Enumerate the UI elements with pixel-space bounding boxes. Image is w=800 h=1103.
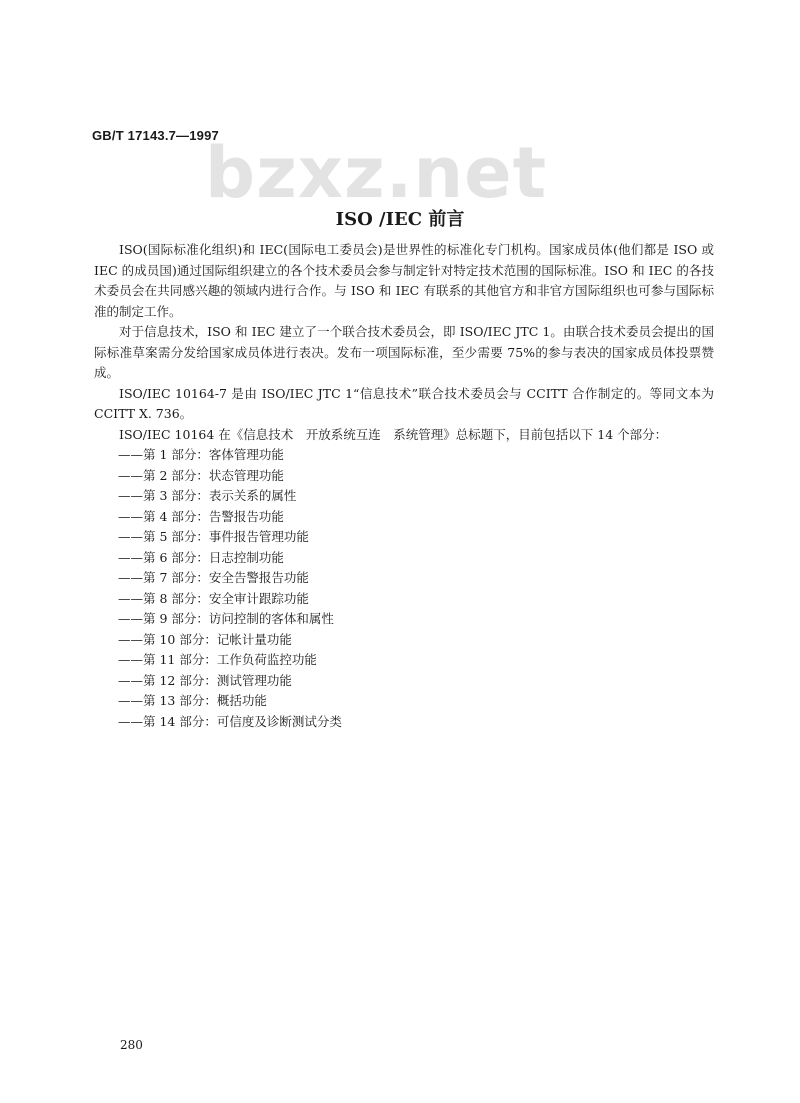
parts-list (94, 445, 714, 732)
list-item: ——第 7 部分：安全告警报告功能 (118, 570, 309, 585)
list-item: ——第 8 部分：安全审计跟踪功能 (118, 590, 309, 606)
list-item: ——第 1 部分：客体管理功能 (118, 447, 284, 462)
page-number: 280 (120, 1038, 143, 1052)
paragraph-parts-intro: ISO/IEC 10164 在《信息技术 开放系统互连 系统管理》总标题下，目前包括以下 14 个部分： (119, 426, 668, 442)
list-item: ——第 14 部分：可信度及诊断测试分类 (118, 713, 342, 729)
list-item: ——第 13 部分：概括功能 (118, 693, 267, 708)
list-item: ——第 12 部分：测试管理功能 (118, 672, 292, 688)
list-item: ——第 5 部分：事件报告管理功能 (118, 529, 309, 544)
list-item: ——第 11 部分：工作负荷监控功能 (118, 652, 317, 667)
document-body (94, 240, 714, 732)
list-item: ——第 2 部分：状态管理功能 (118, 467, 284, 483)
list-item: ——第 3 部分：表示关系的属性 (118, 488, 297, 503)
paragraph-cooperation: ISO/IEC 10164-7 是由 ISO/IEC JTC 1“信息技术”联合技术委员会与 CCITT 合作制定的。等同文本为 CCITT X. 736。 (94, 385, 714, 421)
document-code: GB/T 17143.7—1997 (92, 128, 219, 143)
watermark: bzxz.net (205, 132, 548, 214)
paragraph-jtc1: 对于信息技术，ISO 和 IEC 建立了一个联合技术委员会，即 ISO/IEC JTC 1。由联合技术委员会提出的国际标准草案需分发给国家成员体进行表决。发布一项国际标准，至少需要 75%的参与表决的国家成员体投票赞成。 (94, 324, 714, 380)
paragraph-intro: ISO(国际标准化组织)和 IEC(国际电工委员会)是世界性的标准化专门机构。国家成员体(他们都是 ISO 或 IEC 的成员国)通过国际组织建立的各个技术委员会参与制定针对特定技术范围的国际标准。ISO 和 IEC 的各技术委员会在共同感兴趣的领域内进行合作。与 ISO 和 IEC 有联系的其他官方和非官方国际组织也可参与国际标准的制定工作。 (94, 242, 714, 319)
list-item: ——第 6 部分：日志控制功能 (118, 549, 284, 565)
page-title: ISO /IEC 前言 (335, 209, 465, 230)
list-item: ——第 4 部分：告警报告功能 (118, 508, 284, 524)
list-item: ——第 9 部分：访问控制的客体和属性 (118, 611, 334, 626)
list-item: ——第 10 部分：记帐计量功能 (118, 631, 292, 647)
